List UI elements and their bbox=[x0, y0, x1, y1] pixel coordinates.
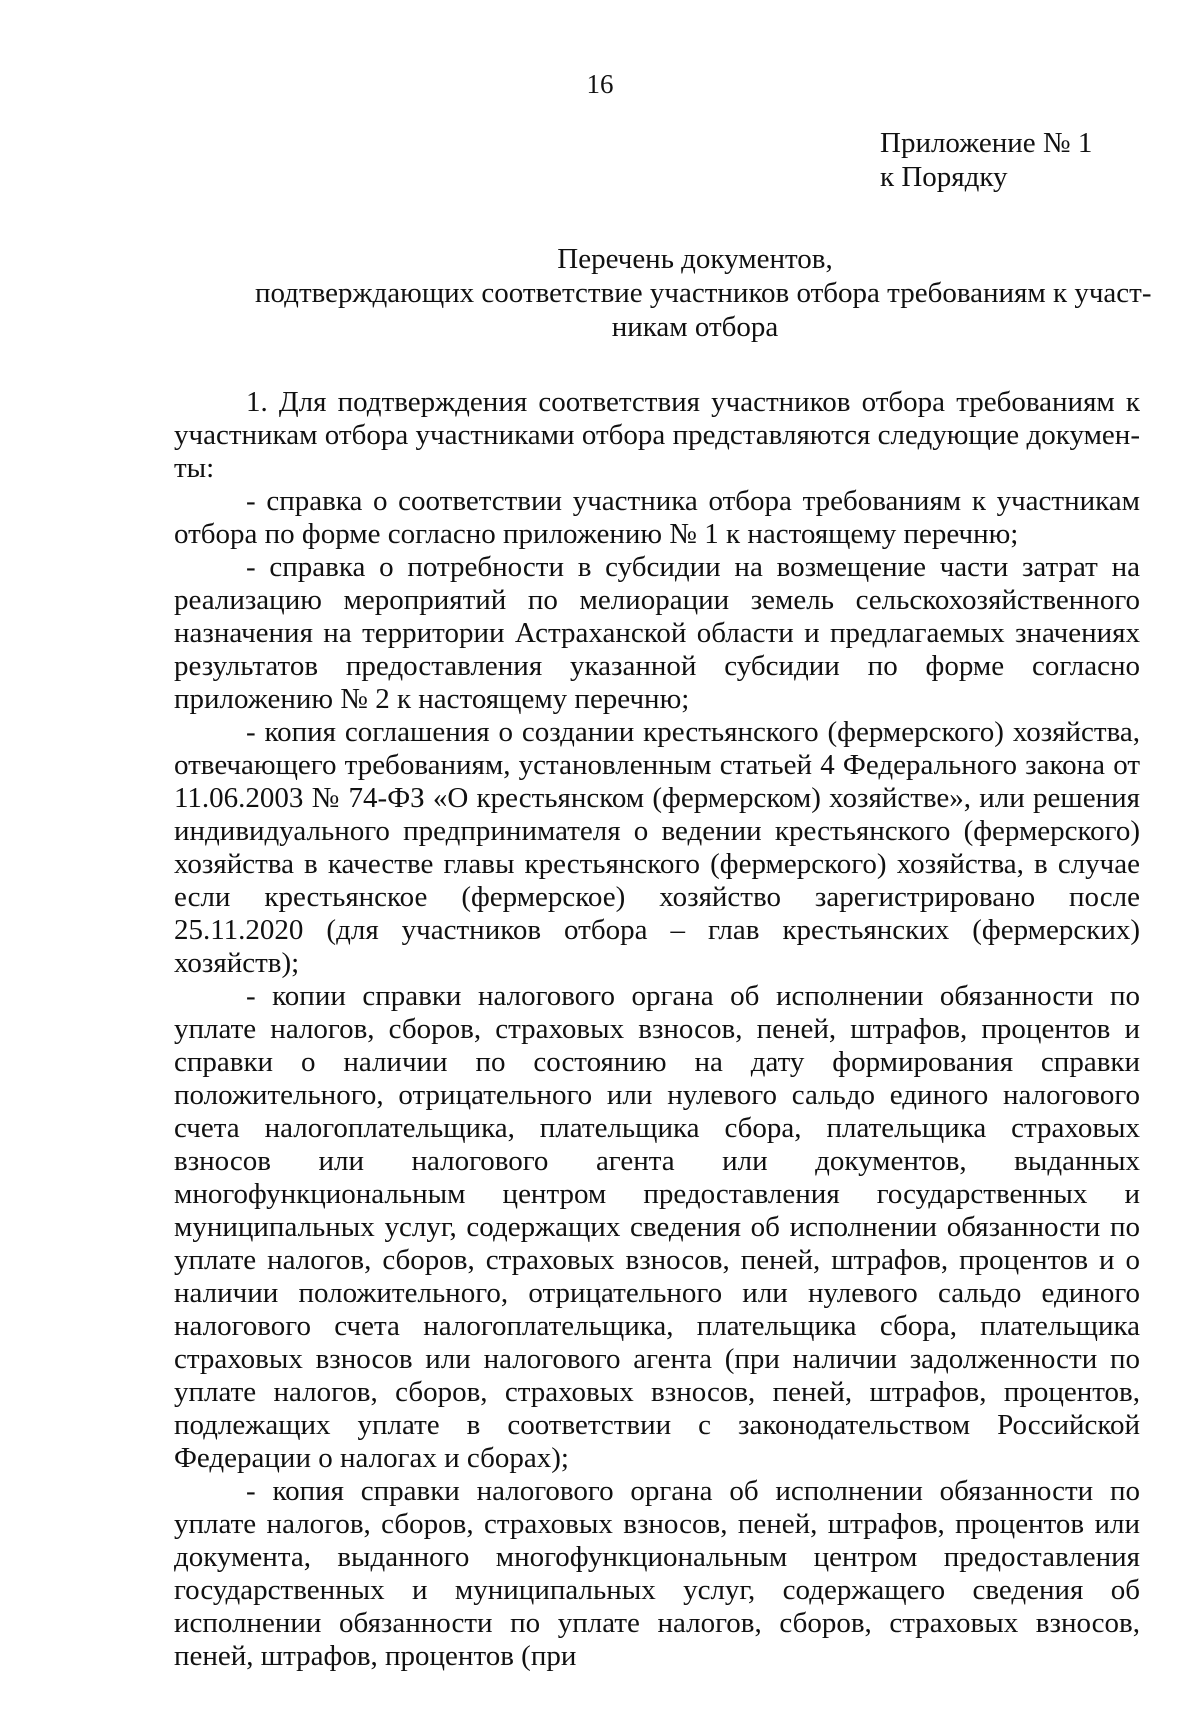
title-line-2: подтверждающих соответствие участников отбора требованиям к участ- bbox=[255, 277, 1152, 309]
appendix-line-1: Приложение № 1 bbox=[880, 127, 1093, 159]
title-line-3: никам отбора bbox=[611, 311, 779, 343]
appendix-reference bbox=[880, 126, 1092, 194]
paragraph-compliance-certificate: - справка о соответствии участника отбора требованиям к участникам отбора по форме согласно приложению № 1 к настоящему перечню; bbox=[174, 485, 1140, 550]
document-body bbox=[174, 386, 1140, 1673]
paragraph-tax-certificate-copy: - копия справки налогового органа об исполнении обязанности по уплате налогов, сборов, страховых взносов, пеней, штрафов, процентов или документа, выданного многофункциональным центром предоставления государственных и муниципальных услуг, содержащего сведения об исполнении обязанности по уплате налогов, сборов, страховых взносов, пеней, штрафов, процентов (при bbox=[174, 1475, 1140, 1672]
page-number: 16 bbox=[586, 69, 614, 99]
paragraph-tax-certificates-copies: - копии справки налогового органа об исполнении обязанности по уплате налогов, сборов, страховых взносов, пеней, штрафов, процентов и справки о наличии по состоянию на дату формирования справки положительного, отрицательного или нулевого сальдо единого налогового счета налогоплательщика, плательщика сбора, плательщика страховых взносов или налогового агента или документов, выданных многофункциональным центром предоставления государственных и муниципальных услуг, содержащих сведения об исполнении обязанности по уплате налогов, сборов, страховых взносов, пеней, штрафов, процентов и о наличии положительного, отрицательного или нулевого сальдо единого налогового счета налогоплательщика, плательщика сбора, плательщика страховых взносов или налогового агента (при наличии задолженности по уплате налогов, сборов, страховых взносов, пеней, штрафов, процентов, подлежащих уплате в соответствии с законодательством Российской Федерации о налогах и сборах); bbox=[174, 980, 1140, 1474]
appendix-line-2: к Порядку bbox=[880, 161, 1008, 193]
paragraph-subsidy-certificate: - справка о потребности в субсидии на возмещение части затрат на реализацию мероприятий по мелиорации земель сельскохозяйственного назначения на территории Астраханской области и предлагаемых значениях результатов предоставления указанной субсидии по форме согласно приложению № 2 к настоящему перечню; bbox=[174, 551, 1140, 715]
document-title bbox=[255, 242, 1152, 344]
paragraph-farm-agreement-copy: - копия соглашения о создании крестьянского (фермерского) хозяйства, отвечающего требованиям, установленным статьей 4 Федерального закона от 11.06.2003 № 74-ФЗ «О крестьянском (фермерском) хозяйстве», или решения индивидуального предпринимателя о ведении крестьянского (фермерского) хозяйства в качестве главы крестьянского (фермерского) хозяйства, в случае если крестьянское (фермерское) хозяйство зарегистрировано после 25.11.2020 (для участников отбора – глав крестьянских (фермерских) хозяйств); bbox=[174, 716, 1140, 979]
paragraph-intro: 1. Для подтверждения соответствия участников отбора требованиям к участникам отбора участниками отбора представляются следующие документы: bbox=[174, 386, 1140, 484]
title-line-1: Перечень документов, bbox=[557, 243, 833, 275]
